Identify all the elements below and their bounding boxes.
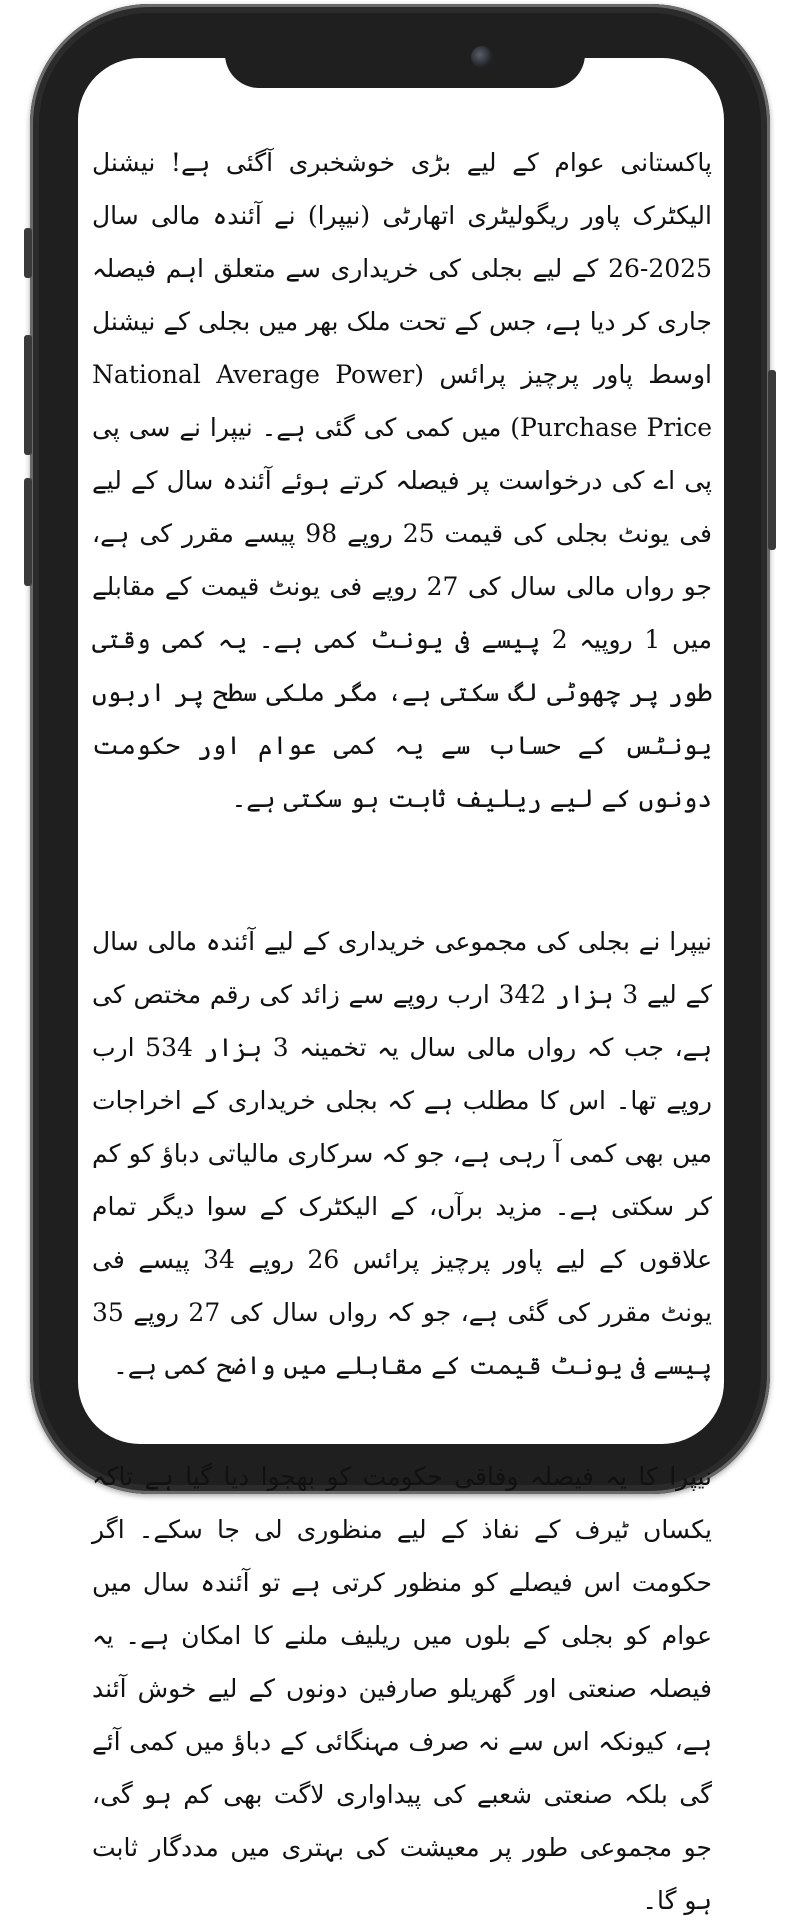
article-paragraph-2: نیپرا نے بجلی کی مجموعی خریداری کے لیے آئندہ مالی سال کے لیے 3 ہزار 342 ارب روپے سے زائد کی رقم مختص کی ہے، جب کہ رواں مالی سال یہ تخمینہ 3 ہزار 534 ارب روپے تھا۔ اس کا مطلب ہے کہ بجلی خریداری کے اخراجات میں بھی کمی آ رہی ہے، جو کہ سرکاری مالیاتی دباؤ کو کم کر سکتی ہے۔ مزید برآں، کے الیکٹرک کے سوا دیگر تمام علاقوں کے لیے پاور پرچیز پرائس 26 روپے 34 پیسے فی یونٹ مقرر کی گئی ہے، جو کہ رواں سال کی 27 روپے 35 پیسے فی یونٹ قیمت کے مقابلے میں واضح کمی ہے۔ bbox=[92, 927, 712, 1380]
notch bbox=[225, 28, 585, 88]
mute-switch bbox=[24, 228, 32, 278]
power-button bbox=[768, 370, 776, 550]
article-paragraph-3: نیپرا کا یہ فیصلہ وفاقی حکومت کو بھجوا دیا گیا ہے تاکہ یکساں ٹیرف کے نفاذ کے لیے منظوری لی جا سکے۔ اگر حکومت اس فیصلے کو منظور کرتی ہے تو آئندہ سال میں عوام کو بجلی کے بلوں میں ریلیف ملنے کا امکان ہے۔ یہ فیصلہ صنعتی اور گھریلو صارفین دونوں کے لیے خوش آئند ہے، کیونکہ اس سے نہ صرف مہنگائی کے دباؤ میں کمی آئے گی بلکہ صنعتی شعبے کی پیداواری لاگت بھی کم ہو گی، جو مجموعی طور پر معیشت کی بہتری میں مددگار ثابت ہو گا۔ bbox=[92, 1462, 712, 1915]
volume-up-button bbox=[24, 335, 32, 455]
article-paragraph-1: پاکستانی عوام کے لیے بڑی خوشخبری آگئی ہے! نیشنل الیکٹرک پاور ریگولیٹری اتھارٹی (نیپرا) نے آئندہ مالی سال 2025-26 کے لیے بجلی کی خریداری سے متعلق اہم فیصلہ جاری کر دیا ہے، جس کے تحت ملک بھر میں بجلی کے نیشنل اوسط پاور پرچیز پرائس (National Average Power Purchase Price) میں کمی کی گئی ہے۔ نیپرا نے سی پی پی اے کی درخواست پر فیصلہ کرتے ہوئے آئندہ سال کے لیے فی یونٹ بجلی کی قیمت 25 روپے 98 پیسے مقرر کی ہے، جو رواں مالی سال کی 27 روپے فی یونٹ قیمت کے مقابلے میں 1 روپیہ 2 پیسے فی یونٹ کمی ہے۔ یہ کمی وقتی طور پر چھوٹی لگ سکتی ہے، مگر ملکی سطح پر اربوں یونٹس کے حساب سے یہ کمی عوام اور حکومت دونوں کے لیے ریلیف ثابت ہو سکتی ہے۔ bbox=[92, 148, 713, 813]
article-body bbox=[92, 136, 712, 1927]
volume-down-button bbox=[24, 478, 32, 586]
front-camera-icon bbox=[471, 46, 493, 68]
